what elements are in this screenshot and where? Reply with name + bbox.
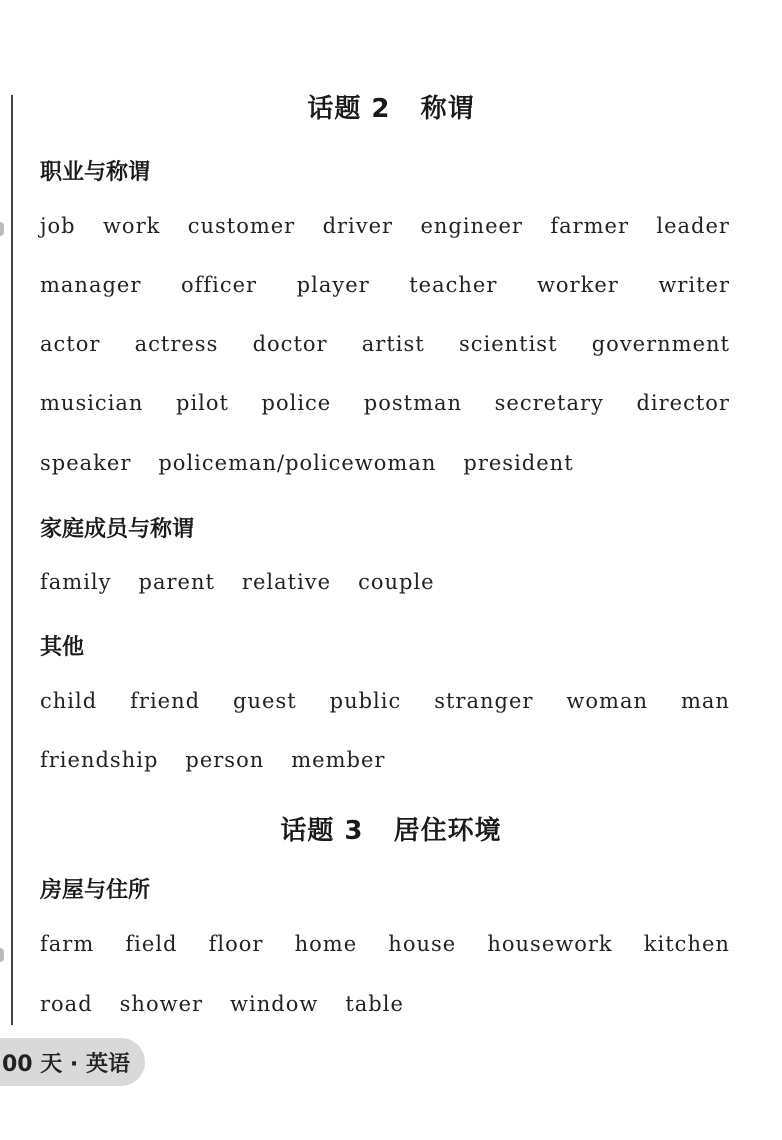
- vocabulary-word: teacher: [409, 273, 498, 297]
- vocabulary-word: speaker: [40, 451, 132, 475]
- vocabulary-word: customer: [187, 214, 296, 238]
- vocabulary-word: work: [102, 214, 161, 238]
- vocabulary-word: home: [294, 932, 358, 956]
- vocabulary-word: public: [329, 689, 402, 713]
- vocabulary-word: couple: [358, 570, 435, 594]
- vocabulary-word: doctor: [252, 332, 328, 356]
- vocabulary-word: musician: [40, 391, 144, 415]
- vocabulary-word: person: [185, 748, 265, 772]
- vocabulary-word: field: [125, 932, 178, 956]
- vocabulary-word: player: [296, 273, 370, 297]
- vocabulary-word: secretary: [494, 391, 604, 415]
- vocabulary-word: actress: [134, 332, 219, 356]
- section-label: 房屋与住所: [40, 878, 151, 903]
- vocabulary-word: director: [636, 391, 730, 415]
- vocabulary-word: manager: [40, 273, 142, 297]
- vocabulary-word: floor: [208, 932, 264, 956]
- vocabulary-word: road: [40, 992, 93, 1016]
- vocabulary-row: [40, 570, 730, 594]
- vocabulary-word: officer: [180, 273, 258, 297]
- vocabulary-word: shower: [119, 992, 204, 1016]
- vocabulary-word: parent: [138, 570, 215, 594]
- vocabulary-word: pilot: [176, 391, 229, 415]
- vocabulary-row: [40, 214, 730, 238]
- vocabulary-word: friendship: [40, 748, 159, 772]
- vocabulary-word: child: [40, 689, 98, 713]
- vocabulary-word: scientist: [458, 332, 558, 356]
- vocabulary-row: [40, 273, 730, 297]
- vocabulary-word: member: [291, 748, 386, 772]
- vocabulary-word: family: [40, 570, 112, 594]
- binding-hole-mark: [0, 222, 4, 236]
- vocabulary-word: table: [345, 992, 404, 1016]
- vocabulary-word: house: [388, 932, 457, 956]
- vocabulary-word: guest: [233, 689, 297, 713]
- vocabulary-word: policeman/policewoman: [158, 451, 437, 475]
- vocabulary-word: driver: [322, 214, 394, 238]
- vocabulary-word: job: [40, 214, 76, 238]
- vocabulary-word: relative: [241, 570, 332, 594]
- vocabulary-word: artist: [361, 332, 425, 356]
- vocabulary-row: [40, 689, 730, 713]
- vocabulary-word: worker: [536, 273, 619, 297]
- vocabulary-word: engineer: [420, 214, 523, 238]
- vocabulary-row: [40, 391, 730, 415]
- section-label: 家庭成员与称谓: [40, 517, 195, 542]
- vocabulary-word: woman: [566, 689, 648, 713]
- vocabulary-word: housework: [487, 932, 613, 956]
- vocabulary-word: man: [680, 689, 730, 713]
- section-label: 其他: [40, 635, 85, 660]
- vocabulary-row: [40, 932, 730, 956]
- vocabulary-word: stranger: [434, 689, 534, 713]
- vocabulary-row: [40, 992, 730, 1016]
- vocabulary-word: writer: [658, 273, 730, 297]
- vocabulary-word: government: [591, 332, 730, 356]
- section-label: 职业与称谓: [40, 160, 151, 185]
- vocabulary-word: leader: [656, 214, 730, 238]
- vocabulary-word: postman: [363, 391, 463, 415]
- vocabulary-word: police: [261, 391, 332, 415]
- topic-title: 话题 3 居住环境: [280, 816, 502, 846]
- vocabulary-word: farm: [40, 932, 95, 956]
- topic-title: 话题 2 称谓: [307, 94, 475, 124]
- vocabulary-word: actor: [40, 332, 101, 356]
- vocabulary-row: [40, 332, 730, 356]
- vocabulary-word: window: [230, 992, 319, 1016]
- binding-hole-mark: [0, 948, 4, 962]
- vocabulary-row: [40, 748, 730, 772]
- vocabulary-word: friend: [130, 689, 201, 713]
- vocabulary-word: president: [463, 451, 574, 475]
- vocabulary-row: [40, 451, 730, 475]
- footer-book-tab: 00 天 · 英语: [0, 1038, 145, 1086]
- vocabulary-word: kitchen: [643, 932, 730, 956]
- binding-margin-line: [11, 95, 13, 1025]
- vocabulary-word: farmer: [550, 214, 630, 238]
